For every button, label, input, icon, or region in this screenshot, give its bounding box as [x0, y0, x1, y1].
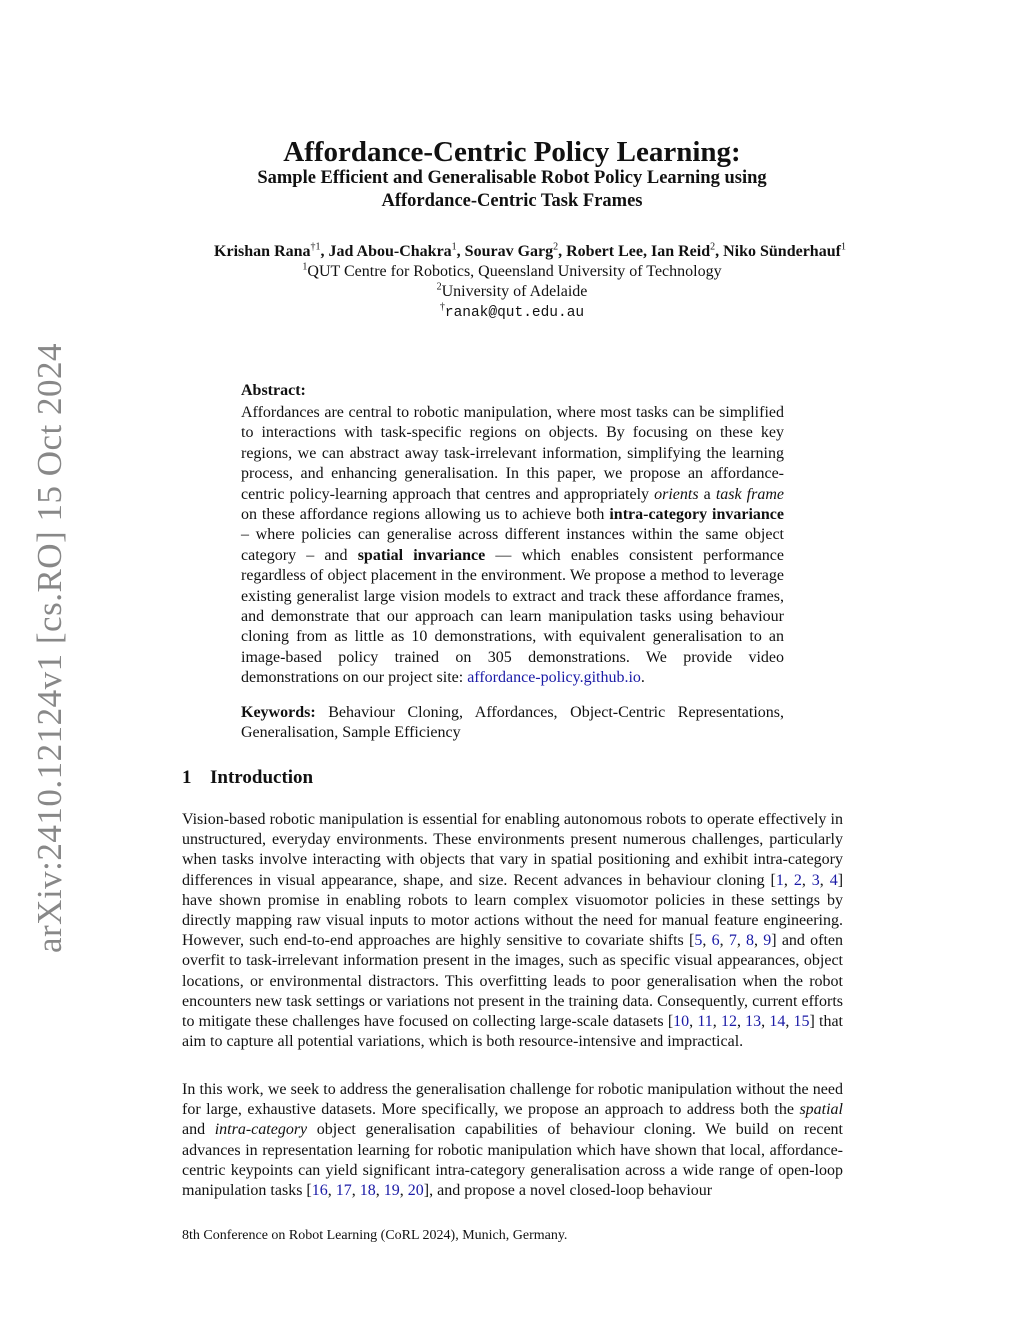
citation-link[interactable]: 17	[335, 1182, 352, 1200]
intro-paragraph-2: In this work, we seek to address the generalisation challenge for robotic manipulation without the need for large, exhaustive datasets. More specifically, we propose an approach to address both the spatial and intra-category object generalisation capabilities of behaviour cloning. We build on recent advances in representation learning for robotic manipulation which have shown that local, affordance-centric keypoints can yield significant intra-category generalisation across a wide range of open-loop manipulation tasks [16, 17, 18, 19, 20], and propose a novel closed-loop behaviour	[182, 1081, 843, 1200]
citation-link[interactable]: 5	[694, 932, 703, 950]
citation-link[interactable]: 19	[383, 1182, 400, 1200]
affiliation-adelaide: $^2$University of Adelaide	[436, 281, 588, 300]
abstract-body: Affordances are central to robotic manipulation, where most tasks can be simplified to interactions with task-specific regions on objects. By focusing on these key regions, we can abstract away task-irrelevant information, simplifying the learning process, and enhancing generalisation. In this paper, we propose an affordance-centric policy-learning approach that centres and appropriately orients a task frame on these affordance regions allowing us to achieve both intra-category invariance – where policies can generalise across different instances within the same object category – and spatial invariance — which enables consistent performance regardless of object placement in the environment. We propose a method to leverage existing generalist large vision models to extract and track these affordance frames, and demonstrate that our approach can learn manipulation tasks using behaviour cloning from as little as 10 demonstrations, with equivalent generalisation to an image-based policy trained on 305 demonstrations. We provide video demonstrations on our project site: affordance-policy.github.io.	[241, 404, 784, 687]
contact-email: †ranak@qut.edu.au	[439, 301, 585, 321]
citation-link[interactable]: 4	[829, 871, 838, 889]
citation-link[interactable]: 16	[311, 1182, 328, 1200]
citation-link[interactable]: 13	[745, 1013, 762, 1031]
author-list: Krishan Rana$^{\dagger 1}$, Jad Abou-Chakra$^1$, Sourav Garg$^2$, Robert Lee, Ian Reid$^2$, Niko Sünderhauf$^1$	[214, 241, 846, 260]
citation-link[interactable]: 15	[793, 1013, 810, 1031]
paper-subtitle: Sample Efficient and Generalisable Robot Policy Learning using Affordance-Centric Task Frames	[257, 168, 767, 211]
keywords: Keywords: Behaviour Cloning, Affordances, Object-Centric Representations, Generalisation, Sample Efficiency	[241, 704, 784, 742]
citation-link[interactable]: 3	[811, 871, 820, 889]
citation-link[interactable]: 7	[728, 932, 737, 950]
citation-link[interactable]: 20	[407, 1182, 424, 1200]
citation-link[interactable]: 18	[359, 1182, 376, 1200]
citation-link[interactable]: 9	[763, 932, 772, 950]
citation-link[interactable]: 12	[720, 1013, 737, 1031]
paper-title: Affordance-Centric Policy Learning:	[283, 136, 741, 168]
intro-paragraph-1: Vision-based robotic manipulation is essential for enabling autonomous robots to operate effectively in unstructured, everyday environments. These environments present numerous challenges, particularly when tasks involve interacting with objects that vary in spatial positioning and exhibit intra-category differences in visual appearance, shape, and size. Recent advances in behaviour cloning [1, 2, 3, 4] have shown promise in enabling robots to learn complex visuomotor policies in these settings by directly mapping raw visual inputs to motor actions without the need for manual feature engineering. However, such end-to-end approaches are highly sensitive to covariate shifts [5, 6, 7, 8, 9] and often overfit to task-irrelevant information present in the images, such as specific visual appearances, object locations, or environmental distractors. This overfitting leads to poor generalisation when the robot encounters new task settings or variations not present in the training data. Consequently, current efforts to mitigate these challenges have focused on collecting large-scale datasets [10, 11, 12, 13, 14, 15] that aim to capture all potential variations, which is both resource-intensive and impractical.	[182, 811, 844, 1051]
citation-link[interactable]: 11	[697, 1013, 713, 1031]
citation-link[interactable]: 8	[746, 932, 755, 950]
project-site-link[interactable]: affordance-policy.github.io	[467, 669, 641, 687]
citation-link[interactable]: 10	[673, 1013, 690, 1031]
citation-link[interactable]: 1	[775, 871, 784, 889]
section-heading-introduction: 1 Introduction	[182, 767, 314, 788]
abstract-heading: Abstract:	[241, 382, 306, 399]
arxiv-identifier-stamp: arXiv:2410.12124v1 [cs.RO] 15 Oct 2024	[30, 342, 70, 954]
conference-footnote: 8th Conference on Robot Learning (CoRL 2024), Munich, Germany.	[182, 1228, 568, 1243]
citation-link[interactable]: 2	[793, 871, 802, 889]
affiliation-qut: $^1$QUT Centre for Robotics, Queensland University of Technology	[302, 261, 722, 280]
citation-link[interactable]: 6	[711, 932, 720, 950]
citation-link[interactable]: 14	[769, 1013, 786, 1031]
